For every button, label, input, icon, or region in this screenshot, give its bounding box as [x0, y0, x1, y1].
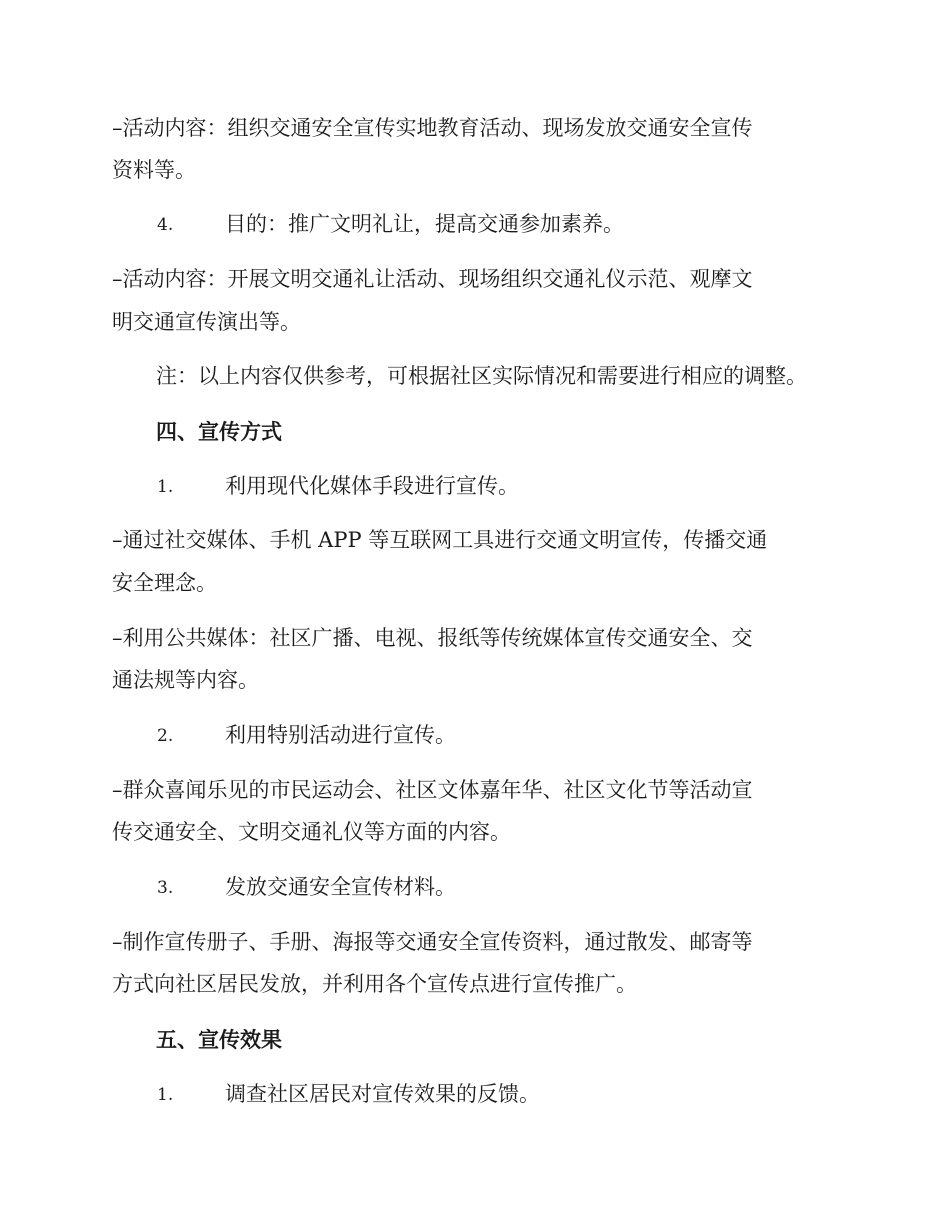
- list-item-number: 3.: [157, 878, 174, 898]
- list-item-text: 调查社区居民对宣传效果的反馈。: [225, 1082, 540, 1106]
- paragraph-line: –活动内容：组织交通安全宣传实地教育活动、现场发放交通安全宣传: [112, 116, 753, 140]
- paragraph-line: –利用公共媒体：社区广播、电视、报纸等传统媒体宣传交通安全、交: [112, 626, 753, 650]
- section-heading: 五、宣传效果: [156, 1027, 282, 1052]
- paragraph-line: –活动内容：开展文明交通礼让活动、现场组织交通礼仪示范、观摩文: [112, 267, 753, 291]
- list-item-number: 4.: [157, 215, 174, 235]
- paragraph-line: 通法规等内容。: [112, 668, 259, 692]
- paragraph-line: 传交通安全、文明交通礼仪等方面的内容。: [112, 820, 511, 844]
- paragraph-line: –制作宣传册子、手册、海报等交通安全宣传资料，通过散发、邮寄等: [112, 930, 753, 954]
- paragraph-line: 资料等。: [112, 158, 196, 182]
- list-item-text: 利用特别活动进行宣传。: [225, 723, 456, 747]
- paragraph-line: –群众喜闻乐见的市民运动会、社区文体嘉年华、社区文化节等活动宣: [112, 778, 753, 802]
- paragraph-line: –通过社交媒体、手机 APP 等互联网工具进行交通文明宣传，传播交通: [112, 528, 768, 552]
- note-paragraph: 注：以上内容仅供参考，可根据社区实际情况和需要进行相应的调整。: [156, 364, 807, 388]
- list-item-text: 发放交通安全宣传材料。: [225, 875, 456, 899]
- list-item-number: 1.: [157, 1085, 174, 1105]
- list-item-text: 利用现代化媒体手段进行宣传。: [225, 474, 519, 498]
- paragraph-line: 安全理念。: [112, 571, 217, 595]
- paragraph-line: 方式向社区居民发放，并利用各个宣传点进行宣传推广。: [112, 972, 637, 996]
- list-item-number: 2.: [157, 726, 174, 746]
- list-item-text: 目的：推广文明礼让，提高交通参加素养。: [225, 212, 624, 236]
- paragraph-line: 明交通宣传演出等。: [112, 310, 301, 334]
- list-item-number: 1.: [157, 477, 174, 497]
- section-heading: 四、宣传方式: [156, 419, 282, 444]
